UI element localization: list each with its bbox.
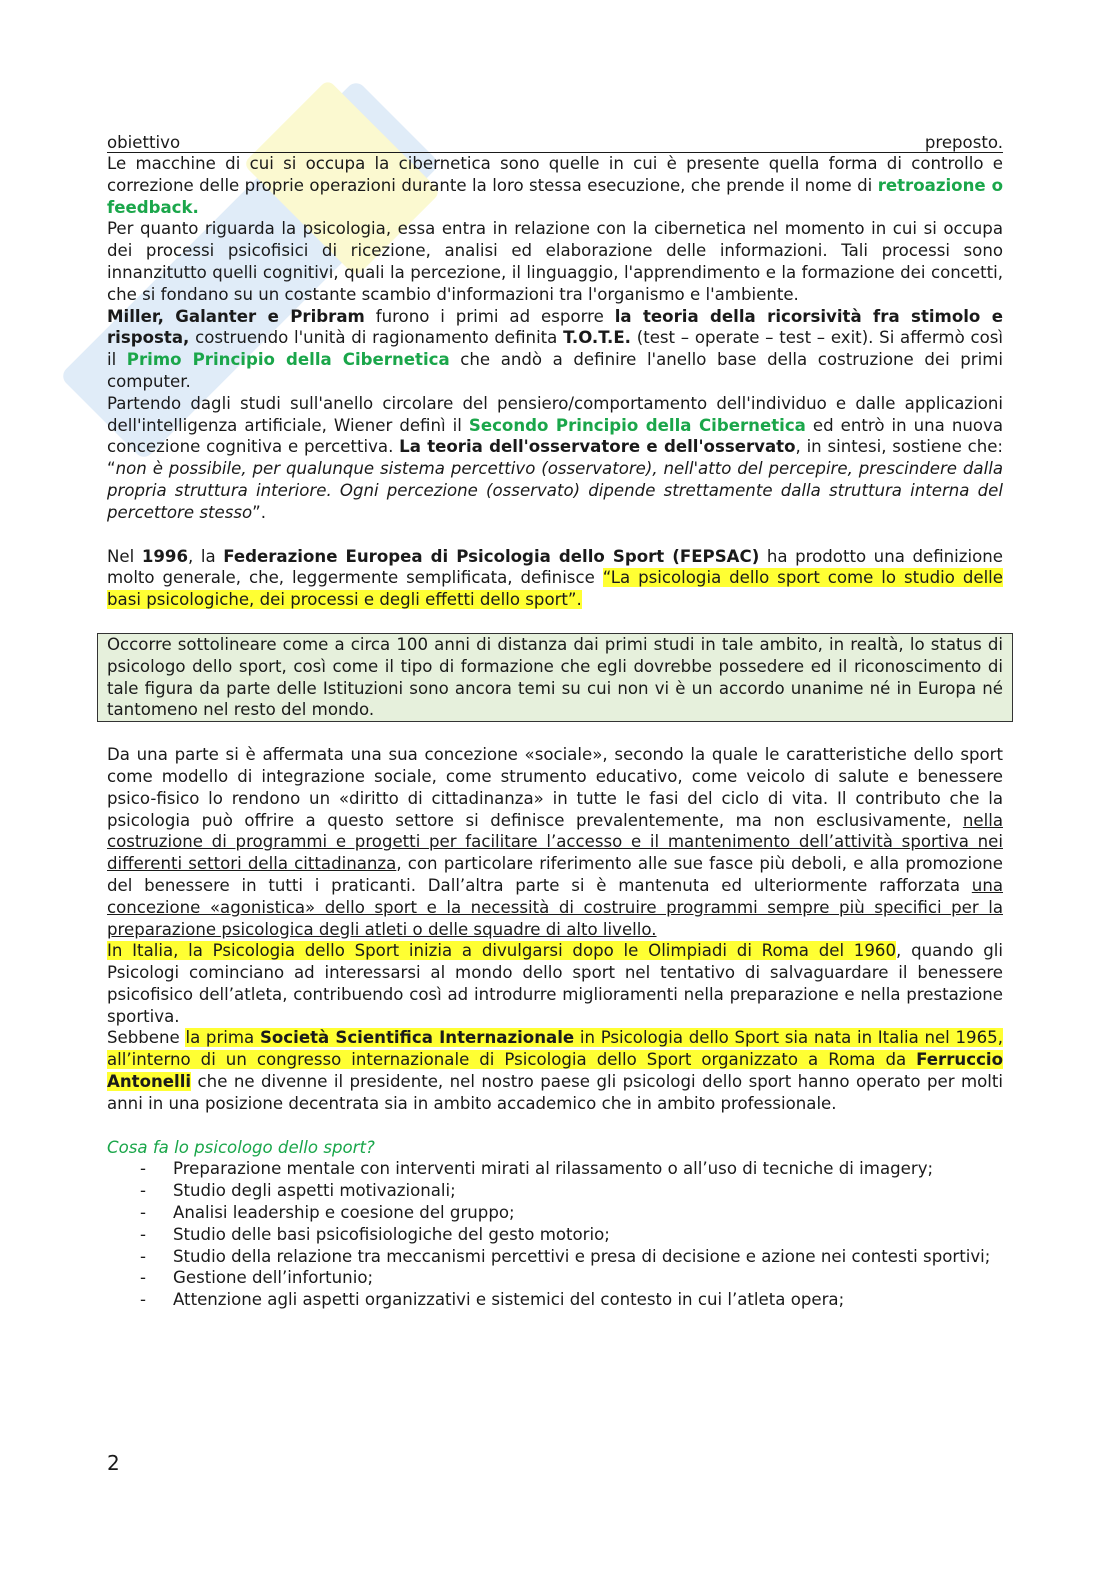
list-item: - Analisi leadership e coesione del gruppo; bbox=[107, 1202, 1003, 1224]
paragraph-feedback: Le macchine di cui si occupa la cibernetica sono quelle in cui è presente quella forma di controllo e correzione delle proprie operazioni durante la loro stessa esecuzione, che prende il nome di retroazione o feedback. bbox=[107, 154, 1003, 217]
paragraph-continuation: obiettivo preposto. bbox=[107, 133, 1003, 152]
paragraph-fepsac: Nel 1996, la Federazione Europea di Psicologia dello Sport (FEPSAC) ha prodotto una definizione molto generale, che, leggermente semplificata, definisce “La psicologia dello sport come lo studio delle basi psicologiche, dei processi e degli effetti dello sport”. bbox=[107, 546, 1004, 610]
paragraph-psicologia: Per quanto riguarda la psicologia, essa entra in relazione con la cibernetica nel momento in cui si occupa dei processi psicofisici di ricezione, analisi ed elaborazione delle informazioni. Tali processi sono innanzitutto quelli cognitivi, quali la percezione, il linguaggio, l'apprendimento e la formazione dei concetti, che si fondano su un costante scambio d'informazioni tra l'organismo e l'ambiente. bbox=[107, 219, 1003, 304]
list-item: - Studio della relazione tra meccanismi percettivi e presa di decisione e azione nei contesti sportivi; bbox=[107, 1246, 1003, 1268]
list-item: - Attenzione agli aspetti organizzativi e sistemici del contesto in cui l’atleta opera; bbox=[107, 1289, 1003, 1311]
paragraph-tote: Miller, Galanter e Pribram furono i primi ad esporre la teoria della ricorsività fra stimolo e risposta, costruendo l'unità di ragionamento definita T.O.T.E. (test – operate – test – exit). Si affermò così il Primo Principio della Cibernetica che andò a definire l'anello base della costruzione dei primi computer. bbox=[107, 306, 1003, 391]
paragraph-wiener: Partendo dagli studi sull'anello circolare del pensiero/comportamento dell'individuo e dalle applicazioni dell'intelligenza artificiale, Wiener definì il Secondo Principio della Cibernetica ed entrò in una nuova concezione cognitiva e percettiva. La teoria dell'osservatore e dell'osservato, in sintesi, sostiene che: “non è possibile, per qualunque sistema percettivo (osservatore), nell'atto del percepire, prescindere dalla propria struttura interiore. Ogni percezione (osservato) dipende strettamente dalla struttura interna del percettore stesso”. bbox=[107, 393, 1004, 522]
activities-list bbox=[107, 1158, 1003, 1311]
paragraph-societa: Sebbene la prima Società Scientifica Internazionale in Psicologia dello Sport sia nata in Italia nel 1965, all’interno di un congresso internazionale di Psicologia dello Sport organizzato a Roma da Ferruccio Antonelli che ne divenne il presidente, nel nostro paese gli psicologi dello sport hanno operato per molti anni in una posizione decentrata sia in ambito accademico che in ambito professionale. bbox=[107, 1028, 1003, 1113]
document-page bbox=[107, 133, 1003, 1311]
list-item: - Studio delle basi psicofisiologiche del gesto motorio; bbox=[107, 1224, 1003, 1246]
page-number: 2 bbox=[107, 1451, 120, 1475]
paragraph-italia: In Italia, la Psicologia dello Sport inizia a divulgarsi dopo le Olimpiadi di Roma del 1960, quando gli Psicologi cominciano ad interessarsi al mondo dello sport nel tentativo di salvaguardare il benessere psicofisico dell’atleta, contribuendo così ad introdurre miglioramenti nella preparazione e nella prestazione sportiva. bbox=[107, 941, 1003, 1026]
callout-box: Occorre sottolineare come a circa 100 anni di distanza dai primi studi in tale ambito, in realtà, lo status di psicologo dello sport, così come il tipo di formazione che egli dovrebbe possedere ed il riconoscimento di tale figura da parte delle Istituzioni sono ancora temi su cui non vi è un accordo unanime né in Europa né tantomeno nel resto del mondo. bbox=[97, 633, 1013, 722]
list-item: - Studio degli aspetti motivazionali; bbox=[107, 1180, 1003, 1202]
list-item: - Gestione dell’infortunio; bbox=[107, 1267, 1003, 1289]
list-item: - Preparazione mentale con interventi mirati al rilassamento o all’uso di tecniche di imagery; bbox=[107, 1158, 1003, 1180]
paragraph-concezione: Da una parte si è affermata una sua concezione «sociale», secondo la quale le caratteristiche dello sport come modello di integrazione sociale, come strumento educativo, come veicolo di salute e benessere psico-fisico lo rendono un «diritto di cittadinanza» in tutte le fasi del ciclo di vita. Il contributo che la psicologia può offrire a questo settore si definisce prevalentemente, ma non esclusivamente, nella costruzione di programmi e progetti per facilitare l’accesso e il mantenimento dell’attività sportiva nei differenti settori della cittadinanza, con particolare riferimento alle sue fasce più deboli, e alla promozione del benessere in tutti i praticanti. Dall’altra parte si è mantenuta ed ulteriormente rafforzata una concezione «agonistica» dello sport e la necessità di costruire programmi sempre più specifici per la preparazione psicologica degli atleti o delle squadre di alto livello. bbox=[107, 745, 1003, 939]
section-question: Cosa fa lo psicologo dello sport? bbox=[107, 1137, 375, 1157]
